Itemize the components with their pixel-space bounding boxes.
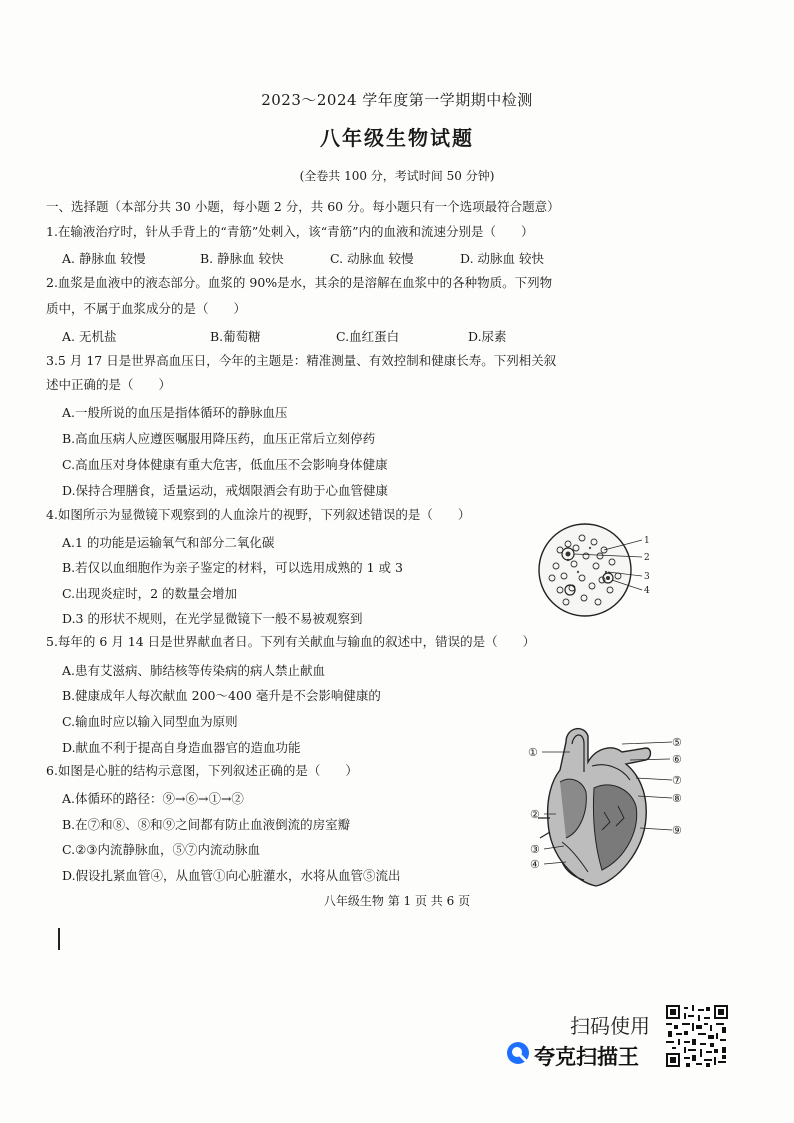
text-cursor [58, 928, 60, 950]
q6-option-d: D.假设扎紧血管④，从血管①向心脏灌水，水将从血管⑤流出 [62, 868, 401, 883]
heart-label-4: ④ [530, 858, 540, 871]
blood-label-2: 2 [644, 553, 650, 563]
q5-option-a: A.患有艾滋病、肺结核等传染病的病人禁止献血 [62, 663, 326, 678]
section-heading: 一、选择题（本部分共 30 小题，每小题 2 分，共 60 分。每小题只有一个选项最符合题意） [46, 199, 560, 214]
heart-label-6: ⑥ [672, 753, 682, 766]
question-3-stem-line2: 述中正确的是（ ） [46, 377, 172, 392]
blood-smear-figure [538, 520, 658, 620]
heart-label-1: ① [528, 746, 538, 759]
question-2-stem-line1: 2.血浆是血液中的液态部分。血浆的 90%是水，其余的是溶解在血浆中的各种物质。下列物 [46, 275, 553, 290]
q4-option-a: A.1 的功能是运输氧气和部分二氧化碳 [62, 535, 275, 550]
question-1-stem: 1.在输液治疗时，针从手背上的“青筋”处刺入，该“青筋”内的血液和流速分别是（ ） [46, 224, 534, 239]
question-3-stem-line1: 3.5 月 17 日是世界高血压日，今年的主题是：精准测量、有效控制和健康长寿。下列相关叙 [46, 353, 557, 368]
question-6-stem: 6.如图是心脏的结构示意图，下列叙述正确的是（ ） [46, 763, 358, 778]
heart-diagram [526, 722, 686, 892]
question-2-stem-line2: 质中，不属于血浆成分的是（ ） [46, 301, 247, 316]
qr-code-icon[interactable] [666, 1005, 728, 1067]
q3-option-a: A.一般所说的血压是指体循环的静脉血压 [62, 405, 288, 420]
scan-label: 扫码使用 [570, 1014, 650, 1038]
q5-option-d: D.献血不利于提高自身造血器官的造血功能 [62, 740, 301, 755]
q6-option-c: C.②③内流静脉血，⑤⑦内流动脉血 [62, 842, 261, 857]
q1-option-d: D. 动脉血 较快 [460, 251, 544, 266]
q1-option-b: B. 静脉血 较快 [200, 251, 284, 266]
q1-option-a: A. 静脉血 较慢 [62, 251, 146, 266]
q3-option-d: D.保持合理膳食，适量运动，戒烟限酒会有助于心血管健康 [62, 483, 389, 498]
blood-label-3: 3 [644, 572, 650, 582]
subject-title: 八年级生物试题 [320, 126, 474, 150]
heart-label-5: ⑤ [672, 736, 682, 749]
heart-label-7: ⑦ [672, 774, 682, 787]
scanner-brand: 夸克扫描王 [534, 1045, 639, 1069]
heart-label-3: ③ [530, 843, 540, 856]
q2-option-a: A. 无机盐 [62, 329, 117, 344]
heart-label-9: ⑨ [672, 824, 682, 837]
blood-label-1: 1 [644, 536, 650, 546]
q3-option-c: C.高血压对身体健康有重大危害，低血压不会影响身体健康 [62, 457, 388, 472]
q2-option-c: C.血红蛋白 [336, 329, 400, 344]
q4-option-b: B.若仅以血细胞作为亲子鉴定的材料，可以选用成熟的 1 或 3 [62, 560, 403, 575]
q2-option-b: B.葡萄糖 [210, 329, 261, 344]
quark-logo-icon [506, 1041, 530, 1065]
q4-option-c: C.出现炎症时，2 的数量会增加 [62, 586, 238, 601]
q3-option-b: B.高血压病人应遵医嘱服用降压药，血压正常后立刻停药 [62, 431, 376, 446]
exam-title: 2023～2024 学年度第一学期期中检测 [261, 91, 533, 109]
blood-label-4: 4 [644, 586, 650, 596]
heart-label-2: ② [530, 808, 540, 821]
q1-option-c: C. 动脉血 较慢 [330, 251, 414, 266]
q5-option-c: C.输血时应以输入同型血为原则 [62, 714, 238, 729]
q4-option-d: D.3 的形状不规则，在光学显微镜下一般不易被观察到 [62, 611, 363, 626]
heart-label-8: ⑧ [672, 792, 682, 805]
q6-option-b: B.在⑦和⑧、⑧和⑨之间都有防止血液倒流的房室瓣 [62, 817, 351, 832]
question-5-stem: 5.每年的 6 月 14 日是世界献血者日。下列有关献血与输血的叙述中，错误的是（ ） [46, 634, 536, 649]
q5-option-b: B.健康成年人每次献血 200～400 毫升是不会影响健康的 [62, 688, 381, 703]
exam-note: (全卷共 100 分，考试时间 50 分钟) [299, 169, 495, 183]
page-footer: 八年级生物 第 1 页 共 6 页 [323, 894, 471, 908]
question-4-stem: 4.如图所示为显微镜下观察到的人血涂片的视野，下列叙述错误的是（ ） [46, 507, 471, 522]
q2-option-d: D.尿素 [468, 329, 507, 344]
q6-option-a: A.体循环的路径：⑨→⑥→①→② [62, 791, 244, 806]
